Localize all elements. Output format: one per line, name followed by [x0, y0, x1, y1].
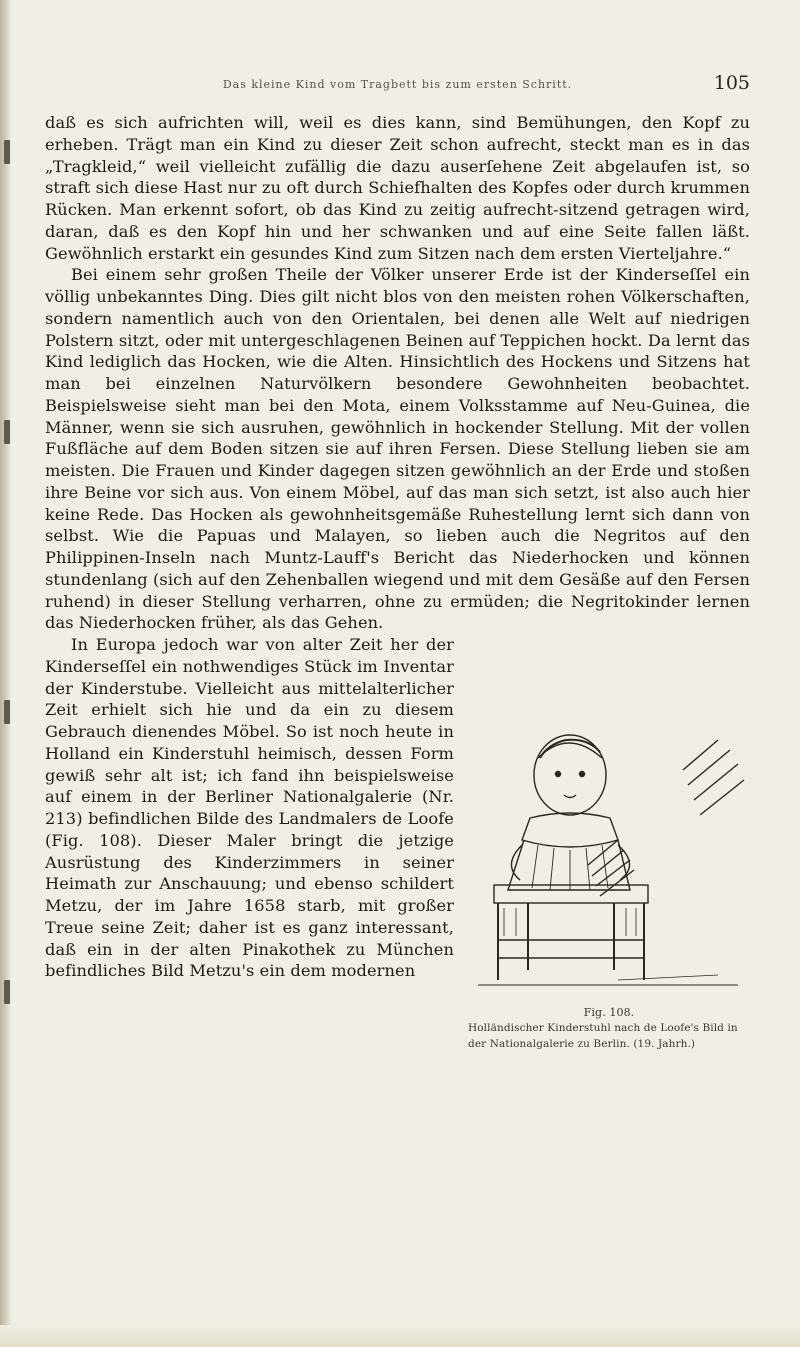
page-header: [45, 70, 750, 100]
paragraph: In Europa jedoch war von alter Zeit her der Kinderseſſel ein nothwendiges Stück im Inventar der Kinderstube. Vielleicht aus mittelalterlicher Zeit erhielt sich hie und da ein zu diesem Gebrauch dienendes Möbel. So ist noch heute in Holland ein Kinderstuhl heimisch, dessen Form gewiß sehr alt ist; ich fand ihn beispielsweise auf einem in der Berliner Nationalgalerie (Nr. 213) befindlichen Bilde des Landmalers de Loofe (Fig. 108). Dieser Maler bringt die jetzige Ausrüstung des Kinderzimmers in seiner Heimath zur Anschauung; und ebenso schildert Metzu, der im Jahre 1658 starb, mit großer Treue seine Zeit; daher ist es ganz interessant, daß ein in der alten Pinakothek zu München befindliches Bild Metzu's ein dem modernen: [45, 635, 454, 981]
gutter-mark: [4, 980, 10, 1004]
gutter-mark: [4, 700, 10, 724]
figure-label: Fig. 108.: [583, 1006, 635, 1019]
running-title: Das kleine Kind vom Tragbett bis zum ersten Schritt.: [222, 78, 573, 91]
page-bottom-edge: [0, 1325, 800, 1347]
paragraph: Bei einem sehr großen Theile der Völker unserer Erde ist der Kinderseſſel ein völlig unbekanntes Ding. Dies gilt nicht blos von den meisten rohen Völkerschaften, sondern namentlich auch von den Orientalen, bei denen alle Welt auf niedrigen Polstern sitzt, oder mit untergeschlagenen Beinen auf Teppichen hockt. Da lernt das Kind lediglich das Hocken, wie die Alten. Hinsichtlich des Hockens und Sitzens hat man bei einzelnen Naturvölkern besondere Gewohnheiten beobachtet. Beispielsweise sieht man bei den Mota, einem Volksstamme auf Neu-Guinea, die Männer, wenn sie sich ausruhen, gewöhnlich in hockender Stellung. Mit der vollen Fußfläche auf dem Boden sitzen sie auf ihren Fersen. Diese Stellung lieben sie am meisten. Die Frauen und Kinder dagegen sitzen gewöhnlich an der Erde und stoßen ihre Beine vor sich aus. Von einem Möbel, auf das man sich setzt, ist also auch hier keine Rede. Das Hocken als gewohnheitsgemäße Ruhestellung lernt sich dann von selbst. Wie die Papuas und Malayen, so lieben auch die Negritos auf den Philippinen-Inseln nach Muntz-Lauff's Bericht das Niederhocken und können stundenlang (sich auf den Zehenballen wiegend und mit dem Gesäße auf den Fersen ruhend) in dieser Stellung verharren, ohne zu ermüden; die Negritokinder lernen das Niederhocken früher, als das Gehen.: [45, 265, 750, 633]
book-gutter: [0, 0, 12, 1347]
page-number: 105: [713, 72, 750, 94]
gutter-mark: [4, 420, 10, 444]
figure-caption: Holländischer Kinderstuhl nach de Loofe's Bild in der Nationalgalerie zu Berlin. (19. Jahrh.): [468, 1022, 738, 1050]
figure-108: [468, 640, 750, 1070]
child-in-high-chair-illustration: [468, 640, 750, 1000]
gutter-mark: [4, 140, 10, 164]
body-text: [45, 112, 750, 1074]
paragraph: daß es sich aufrichten will, weil es dies kann, sind Bemühungen, den Kopf zu erheben. Trägt man ein Kind zu dieser Zeit schon aufrecht, steckt man es in das „Tragkleid,“ weil vielleicht zufällig die dazu auserſehene Zeit abgelaufen ist, so straft sich diese Hast nur zu oft durch Schiefhalten des Kopfes oder durch krummen Rücken. Man erkennt sofort, ob das Kind zu zeitig aufrecht-sitzend getragen wird, daran, daß es den Kopf hin und her schwanken und auf eine Seite fallen läßt. Gewöhnlich erstarkt ein gesundes Kind zum Sitzen nach dem ersten Vierteljahre.“: [45, 113, 750, 263]
